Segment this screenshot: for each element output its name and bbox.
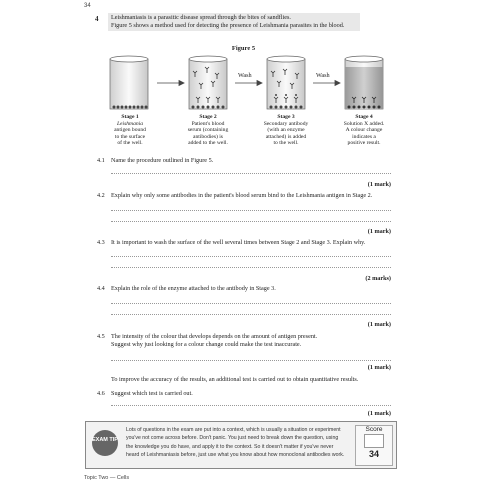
- wash-label-1: Wash: [238, 72, 252, 79]
- answer-line[interactable]: [111, 303, 391, 304]
- question-4-6-text: Suggest which test is carried out.: [111, 390, 193, 397]
- question-4-5-text: [111, 333, 411, 348]
- question-intro: [108, 13, 360, 31]
- stage-4-caption: [334, 114, 394, 147]
- stage-4-desc-2: A colour change: [345, 127, 383, 134]
- question-4-5-text-2: Suggest why just looking for a colour change could make the test inaccurate.: [111, 340, 302, 348]
- answer-line[interactable]: [111, 405, 391, 406]
- stage-2-title: Stage 2: [199, 114, 217, 120]
- stage-2-desc-1: Patient's blood: [191, 120, 225, 127]
- answer-line[interactable]: [111, 314, 391, 315]
- page-number-top: 34: [84, 3, 91, 9]
- intro-line-1: Leishmaniasis is a parasitic disease spread through the bites of sandflies.: [111, 14, 291, 21]
- score-input[interactable]: [364, 434, 384, 448]
- answer-line[interactable]: [111, 267, 391, 268]
- question-4-3-number: 4.3: [97, 239, 105, 246]
- stage-4-desc-4: positive result.: [347, 140, 381, 147]
- exam-tip-badge: EXAM TIP: [92, 430, 118, 456]
- stage-1-desc-2: antigen bound: [114, 127, 146, 134]
- stage-2-desc-4: added to the well.: [188, 140, 228, 147]
- stage-3-caption: [256, 114, 316, 147]
- elisa-diagram: [107, 53, 397, 113]
- well-stage-3: [267, 56, 305, 109]
- question-number: 4: [95, 15, 99, 23]
- answer-line[interactable]: [111, 256, 391, 257]
- question-4-5-number: 4.5: [97, 333, 105, 340]
- question-4-5-followup-text: To improve the accuracy of the results, an additional test is carried out to obtain quantitative results.: [111, 376, 359, 383]
- question-4-2-text: Explain why only some antibodies in the patient's blood serum bind to the Leishmania antigen in Stage 2.: [111, 192, 373, 199]
- stage-4-desc-1: Solution X added.: [343, 120, 385, 127]
- well-stage-2: [189, 56, 227, 109]
- question-4-1-marks: (1 mark): [367, 181, 391, 188]
- question-4-4-number: 4.4: [97, 285, 105, 292]
- figure-title: Figure 5: [231, 45, 256, 52]
- question-4-4-marks: (1 mark): [367, 321, 391, 328]
- question-4-2-number: 4.2: [97, 192, 105, 199]
- stage-1-caption: [100, 114, 160, 147]
- stage-2-desc-2: serum (containing: [187, 127, 229, 134]
- question-4-1-text: Name the procedure outlined in Figure 5.: [111, 157, 214, 164]
- stage-4-title: Stage 4: [355, 114, 373, 120]
- stage-3-desc-3: attached) is added: [265, 133, 307, 140]
- score-total: 34: [368, 449, 379, 459]
- stage-3-desc-2: (with an enzyme: [267, 127, 305, 134]
- question-4-6-marks: (1 mark): [367, 410, 391, 417]
- answer-line[interactable]: [111, 173, 391, 174]
- stage-1-desc-1: Leishmania: [116, 120, 144, 127]
- well-stage-4: [345, 56, 383, 109]
- answer-line[interactable]: [111, 360, 391, 361]
- question-4-3-text: It is important to wash the surface of the well several times between Stage 2 and Stage 3. Explain why.: [111, 239, 366, 246]
- score-box: [355, 425, 393, 466]
- answer-line[interactable]: [111, 210, 391, 211]
- stage-1-desc-4: of the well.: [117, 140, 143, 147]
- answer-line[interactable]: [111, 221, 391, 222]
- score-label: Score: [365, 426, 383, 433]
- question-4-2-marks: (1 mark): [367, 228, 391, 235]
- page-footer: Topic Two — Cells: [84, 475, 130, 481]
- question-4-6-number: 4.6: [97, 390, 105, 397]
- stage-1-desc-3: to the surface: [114, 133, 146, 140]
- question-4-1-number: 4.1: [97, 157, 105, 164]
- question-4-4-text: Explain the role of the enzyme attached to the antibody in Stage 3.: [111, 285, 276, 292]
- exam-tip-box: [85, 421, 397, 469]
- stage-3-desc-1: Secondary antibody: [263, 120, 309, 127]
- stage-4-desc-3: indicates a: [352, 133, 376, 140]
- well-stage-1: [110, 56, 148, 109]
- exam-tip-text: Lots of questions in the exam are put into a context, which is usually a situation or experiment you've not come across before. Don't panic. You just need to break down the question, using the knowledge you do have, and apply it to the context. So it doesn't matter if you've never heard of Leishmaniasis before, just use what you know about how monoclonal antibodies work.: [126, 427, 345, 458]
- stage-3-desc-4: to the well.: [273, 140, 299, 147]
- question-4-3-marks: (2 marks): [365, 275, 391, 282]
- stage-1-title: Stage 1: [121, 114, 139, 120]
- wash-label-2: Wash: [316, 72, 330, 79]
- stage-3-title: Stage 3: [277, 114, 295, 120]
- intro-line-2: Figure 5 shows a method used for detecting the presence of Leishmania parasites in the blood.: [111, 22, 345, 29]
- question-4-5-marks: (1 mark): [367, 364, 391, 371]
- stage-2-caption: [178, 114, 238, 147]
- stage-2-desc-3: antibodies) is: [193, 133, 223, 140]
- question-4-5-text-1: The intensity of the colour that develops depends on the amount of antigen present.: [111, 333, 318, 340]
